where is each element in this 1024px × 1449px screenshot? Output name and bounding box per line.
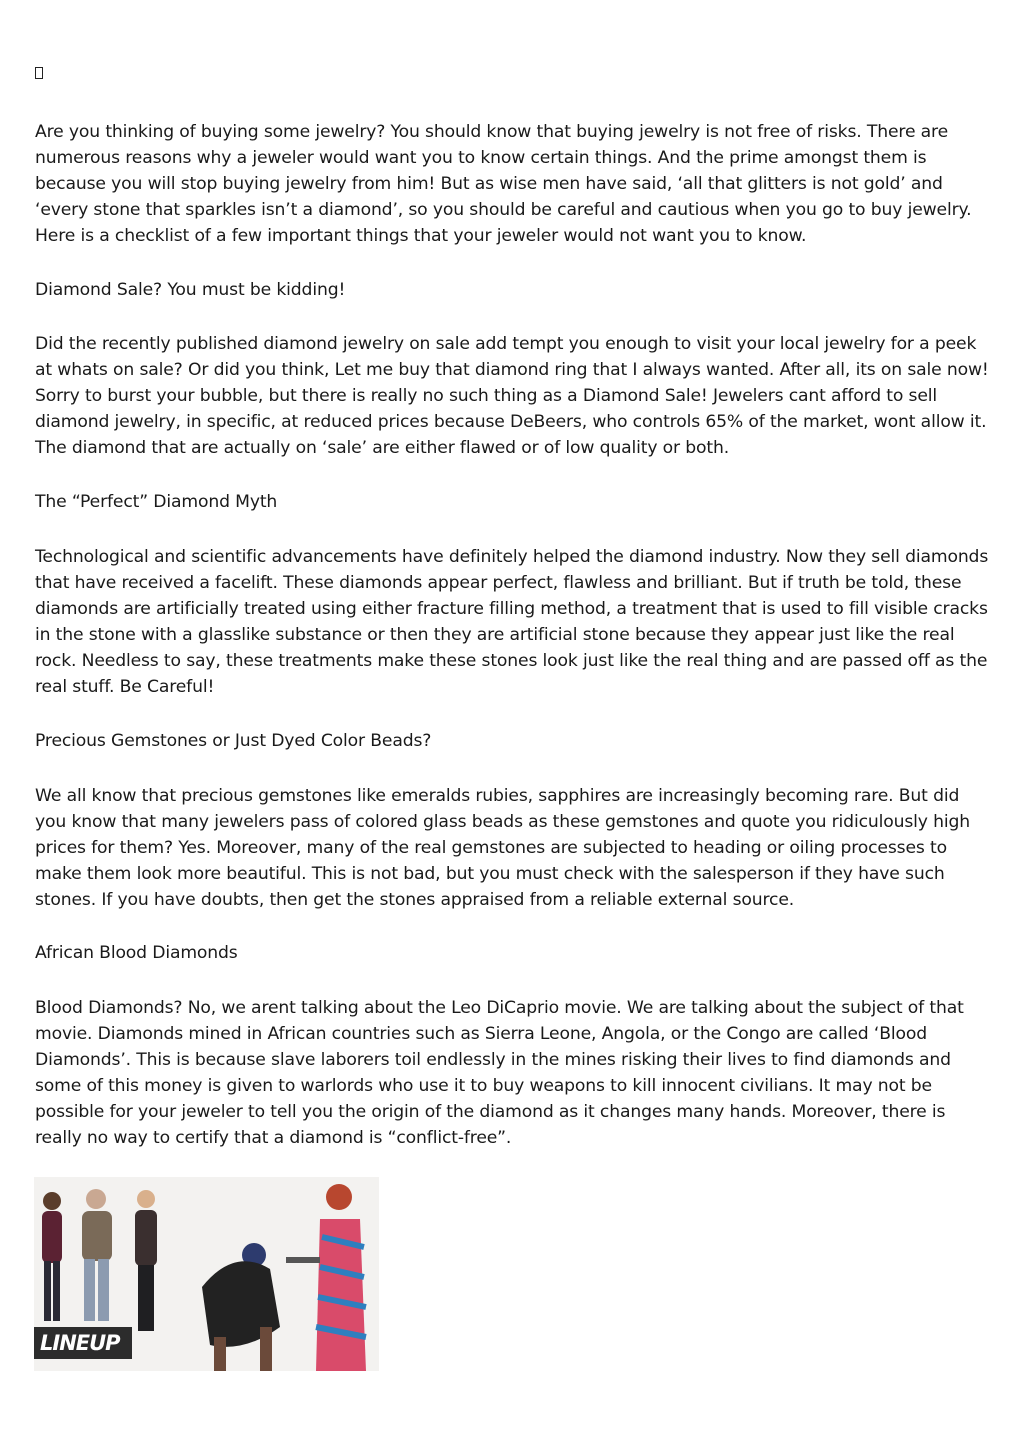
section-paragraph: Did the recently published diamond jewelry on sale add tempt you enough to visit your local jewelry for a peek at whats on sale? Or did you think, Let me buy that diamond ring that I always wanted. After all, its on sale now! Sorry to burst your bubble, but there is really no such thing as a Diamond Sale! Jewelers cant afford to sell diamond jewelry, in specific, at reduced prices because DeBeers, who controls 65% of the market, wont allow it. The diamond that are actually on ‘sale’ are either flawed or of low quality or both. [35, 334, 989, 458]
section-paragraph: Technological and scientific advancements have definitely helped the diamond industry. Now they sell diamonds that have received a facelift. These diamonds appear perfect, flawless and brilliant. But if truth be told, these diamonds are artificially treated using either fracture filling method, a treatment that is used to fill visible cracks in the stone with a glasslike substance or then they are artificial stone because they appear just like the real rock. Needless to say, these treatments make these stones look just like the real thing and are passed off as the real stuff. Be Careful! [35, 547, 989, 697]
section-heading: Diamond Sale? You must be kidding! [35, 280, 346, 300]
intro-paragraph: Are you thinking of buying some jewelry? You should know that buying jewelry is not free of risks. There are numerous reasons why a jeweler would want you to know certain things. And the prime amongst them is because you will stop buying jewelry from him! But as wise men have said, ‘all that glitters is not gold’ and ‘every stone that sparkles isn’t a diamond’, so you should be careful and cautious when you go to buy jewelry. Here is a checklist of a few important things that your jeweler would not want you to know. [35, 122, 972, 246]
lineup-badge: LINEUP [34, 1327, 132, 1359]
section-heading: The “Perfect” Diamond Myth [35, 492, 278, 512]
missing-glyph-icon [35, 67, 43, 79]
section-heading: Precious Gemstones or Just Dyed Color Beads? [35, 731, 432, 751]
section-paragraph: We all know that precious gemstones like emeralds rubies, sapphires are increasingly becoming rare. But did you know that many jewelers pass of colored glass beads as these gemstones and quote you ridiculously high prices for them? Yes. Moreover, many of the real gemstones are subjected to heading or oiling processes to make them look more beautiful. This is not bad, but you must check with the salesperson if they have such stones. If you have doubts, then get the stones appraised from a reliable external source. [35, 786, 970, 910]
section-heading: African Blood Diamonds [35, 943, 238, 963]
lineup-video-thumbnail[interactable] [34, 1177, 379, 1371]
section-paragraph: Blood Diamonds? No, we arent talking about the Leo DiCaprio movie. We are talking about the subject of that movie. Diamonds mined in African countries such as Sierra Leone, Angola, or the Congo are called ‘Blood Diamonds’. This is because slave laborers toil endlessly in the mines risking their lives to find diamonds and some of this money is given to warlords who use it to buy weapons to kill innocent civilians. It may not be possible for your jeweler to tell you the origin of the diamond as it changes many hands. Moreover, there is really no way to certify that a diamond is “conflict-free”. [35, 998, 964, 1148]
